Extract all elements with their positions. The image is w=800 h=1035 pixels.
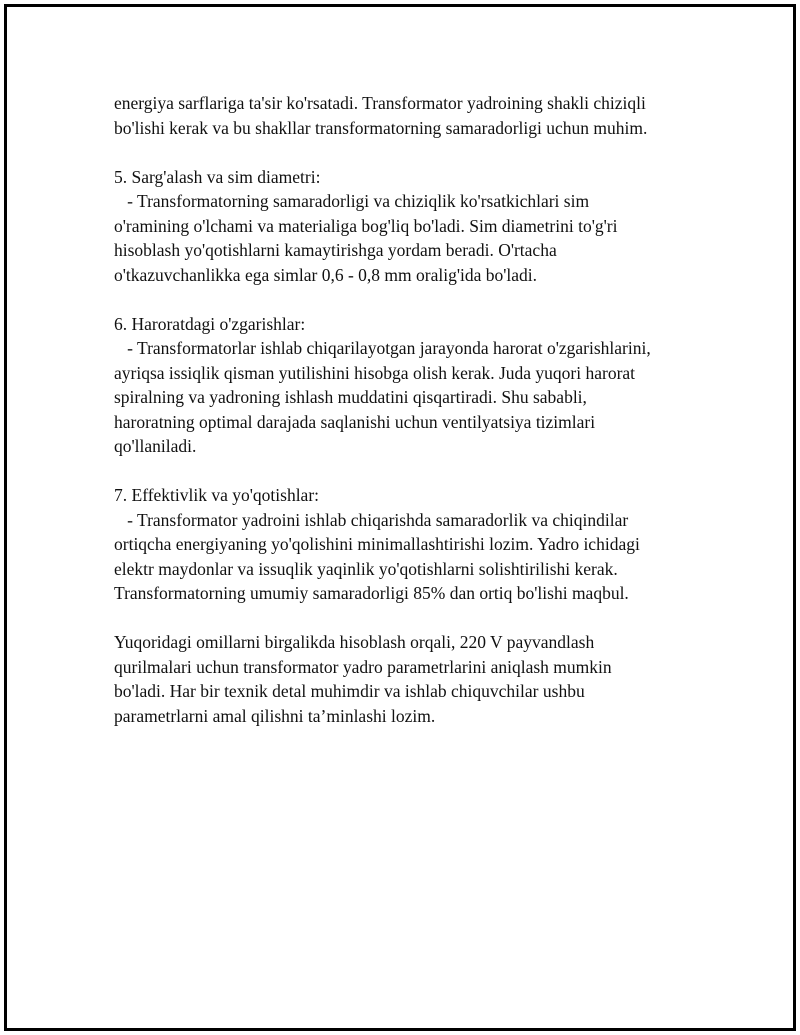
text-line: elektr maydonlar va issuqlik yaqinlik yo'qotishlarni solishtirilishi kerak. — [114, 558, 618, 579]
text-line: qurilmalari uchun transformator yadro parametrlarini aniqlash mumkin — [114, 656, 612, 677]
text-line: bo'ladi. Har bir texnik detal muhimdir va ishlab chiquvchilar ushbu — [114, 681, 585, 701]
section-7 — [114, 483, 714, 606]
text-line: - Transformatorning samaradorligi va chiziqlik ko'rsatkichlari sim — [114, 191, 590, 211]
text-line: spiralning va yadroning ishlash muddatini qisqartiradi. Shu sababli, — [114, 387, 587, 407]
text-line: ortiqcha energiyaning yo'qolishini minimallashtirishi lozim. Yadro ichidagi — [114, 534, 640, 554]
text-line: bo'lishi kerak va bu shakllar transformatorning samaradorligi uchun muhim. — [114, 117, 648, 138]
paragraph-gap — [114, 140, 714, 165]
paragraph-gap — [114, 606, 714, 631]
text-line: o'ramining o'lchami va materialiga bog'liq bo'ladi. Sim diametrini to'g'ri — [114, 215, 618, 236]
text-line: hisoblash yo'qotishlarni kamaytirishga yordam beradi. O'rtacha — [114, 240, 557, 260]
text-line: Yuqoridagi omillarni birgalikda hisoblash orqali, 220 V payvandlash — [114, 632, 595, 652]
paragraph-gap — [114, 287, 714, 312]
section-5 — [114, 165, 714, 288]
text-line: haroratning optimal darajada saqlanishi uchun ventilyatsiya tizimlari — [114, 411, 596, 432]
text-line: Transformatorning umumiy samaradorligi 85% dan ortiq bo'lishi maqbul. — [114, 583, 629, 603]
document-body — [114, 91, 714, 728]
section-heading: 6. Haroratdagi o'zgarishlar: — [114, 313, 306, 334]
text-line: energiya sarflariga ta'sir ko'rsatadi. Transformator yadroining shakli chiziqli — [114, 93, 646, 113]
paragraph-gap — [114, 459, 714, 484]
conclusion-paragraph — [114, 630, 714, 728]
text-line: - Transformator yadroini ishlab chiqarishda samaradorlik va chiqindilar — [114, 509, 629, 530]
text-line: ayriqsa issiqlik qisman yutilishini hisobga olish kerak. Juda yuqori harorat — [114, 362, 636, 383]
text-line: parametrlarni amal qilishni taʼminlashi lozim. — [114, 705, 436, 726]
text-line: qo'llaniladi. — [114, 436, 197, 456]
text-line: o'tkazuvchanlikka ega simlar 0,6 - 0,8 mm oralig'ida bo'ladi. — [114, 264, 538, 285]
intro-paragraph — [114, 91, 714, 140]
section-heading: 7. Effektivlik va yo'qotishlar: — [114, 485, 320, 505]
section-heading: 5. Sarg'alash va sim diametri: — [114, 166, 321, 187]
text-line: - Transformatorlar ishlab chiqarilayotgan jarayonda harorat o'zgarishlarini, — [114, 338, 651, 358]
section-6 — [114, 312, 714, 459]
